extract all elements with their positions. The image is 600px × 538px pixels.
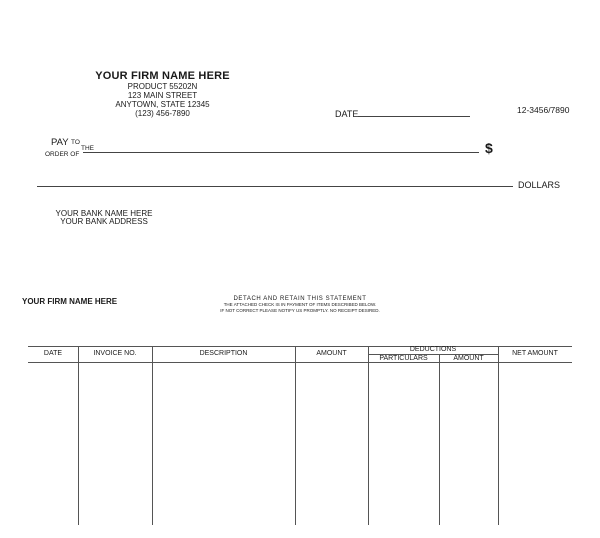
col-divider-1	[78, 346, 79, 525]
dollars-label: DOLLARS	[518, 180, 561, 190]
firm-info	[80, 71, 245, 118]
pay-the-label: THE	[81, 145, 94, 152]
table-header-rule	[28, 362, 572, 363]
col-header-particulars: PARTICULARS	[379, 355, 428, 362]
product-number: PRODUCT 55202N	[127, 82, 198, 91]
col-header-amount: AMOUNT	[316, 350, 347, 357]
col-header-date: DATE	[43, 350, 63, 357]
col-divider-5	[439, 354, 440, 525]
col-divider-4	[368, 346, 369, 525]
bank-name: YOUR BANK NAME HERE	[55, 209, 153, 218]
col-header-deduction-amount: AMOUNT	[453, 355, 484, 362]
col-header-net-amount: NET AMOUNT	[512, 350, 558, 357]
col-divider-3	[295, 346, 296, 525]
routing-number: 12-3456/7890	[517, 105, 570, 115]
pay-label: PAY	[51, 137, 69, 148]
detach-line-1: THE ATTACHED CHECK IS IN PAYMENT OF ITEMS DESCRIBED BELOW.	[223, 302, 377, 307]
pay-to-label: TO	[71, 139, 80, 146]
stub-firm-name: YOUR FIRM NAME HERE	[22, 297, 118, 306]
firm-city: ANYTOWN, STATE 12345	[115, 100, 210, 109]
col-divider-6	[498, 346, 499, 525]
detach-title: DETACH AND RETAIN THIS STATEMENT	[233, 296, 367, 302]
firm-street: 123 MAIN STREET	[127, 91, 198, 100]
bank-address: YOUR BANK ADDRESS	[60, 217, 148, 227]
bank-info	[55, 210, 153, 227]
detach-notice	[200, 296, 400, 313]
col-header-invoice-no: INVOICE NO.	[93, 350, 137, 357]
col-header-deductions: DEDUCTIONS	[409, 346, 457, 353]
col-header-description: DESCRIPTION	[199, 350, 248, 357]
date-field-line[interactable]	[358, 116, 470, 117]
col-divider-2	[152, 346, 153, 525]
amount-words-line[interactable]	[37, 186, 513, 187]
pay-order-of-label: ORDER OF	[45, 151, 80, 158]
payee-field-line[interactable]	[83, 152, 479, 153]
detach-line-2: IF NOT CORRECT PLEASE NOTIFY US PROMPTLY. NO RECEIPT DESIRED.	[220, 307, 380, 313]
firm-phone: (123) 456-7890	[135, 109, 190, 118]
dollar-sign: $	[485, 140, 493, 156]
firm-name: YOUR FIRM NAME HERE	[95, 70, 230, 82]
date-label: DATE	[335, 109, 359, 119]
